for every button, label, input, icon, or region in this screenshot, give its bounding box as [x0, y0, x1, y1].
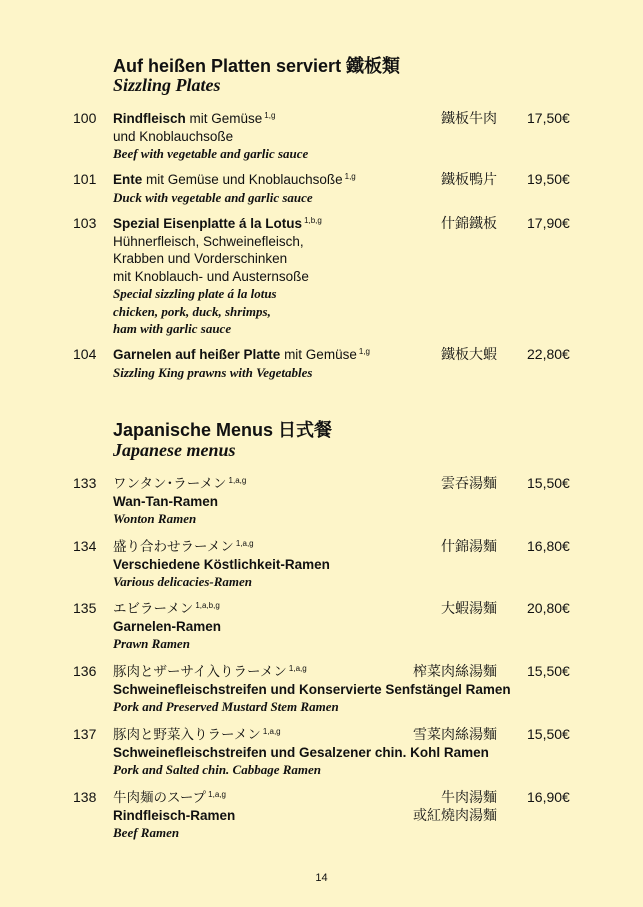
allergen-codes: 1,g [344, 171, 356, 181]
item-price: 15,50€ [527, 663, 570, 679]
item-english: ham with garlic sauce [113, 321, 232, 336]
item-description [113, 215, 443, 338]
item-japanese-name: 牛肉麺のスープ [113, 790, 207, 805]
section-subtitle-sizzling: Sizzling Plates [113, 75, 221, 95]
item-name: Schweinefleischstreifen und Konservierte Senfstängel Ramen [113, 681, 511, 697]
item-chinese: 鐵板牛肉 [441, 110, 497, 126]
item-english: Beef with vegetable and garlic sauce [113, 146, 309, 161]
item-price: 22,80€ [527, 346, 570, 362]
item-chinese: 榨菜肉絲湯麵 [413, 663, 497, 679]
item-number: 138 [73, 789, 97, 805]
item-chinese: 什錦湯麵 [441, 538, 497, 554]
item-chinese [413, 789, 497, 824]
item-description [113, 110, 443, 163]
item-number: 135 [73, 600, 97, 616]
item-number: 137 [73, 726, 97, 742]
item-price: 15,50€ [527, 726, 570, 742]
item-english: Special sizzling plate á la lotus [113, 286, 277, 301]
allergen-codes: 1,a,g [288, 663, 307, 673]
item-price: 19,50€ [527, 171, 570, 187]
item-description [113, 538, 443, 591]
item-name-rest: mit Gemüse [280, 347, 357, 362]
item-number: 104 [73, 346, 97, 362]
item-english: Beef Ramen [113, 825, 180, 840]
item-name: Schweinefleischstreifen und Gesalzener chin. Kohl Ramen [113, 744, 489, 760]
allergen-codes: 1,g [358, 346, 370, 356]
page-number: 14 [315, 872, 328, 884]
item-detail-line: und Knoblauchsoße [113, 128, 234, 144]
item-price: 17,50€ [527, 110, 570, 126]
item-name: Rindfleisch [113, 111, 186, 126]
item-name-rest: mit Gemüse und Knoblauchsoße [142, 172, 343, 187]
allergen-codes: 1,a,g [208, 789, 226, 799]
item-name: Spezial Eisenplatte á la Lotus [113, 216, 303, 231]
item-price: 17,90€ [527, 215, 570, 231]
section-title-japanese: Japanische Menus 日式餐 [113, 420, 333, 440]
item-price: 15,50€ [527, 475, 570, 491]
allergen-codes: 1,b,g [304, 215, 322, 225]
item-chinese: 雪菜肉絲湯麵 [413, 726, 497, 742]
allergen-codes: 1,a,b,g [195, 600, 220, 610]
item-description [113, 171, 443, 206]
item-chinese: 什錦鐵板 [441, 215, 497, 231]
item-japanese-name: 盛り合わせラーメン [113, 539, 234, 554]
item-english: Duck with vegetable and garlic sauce [113, 189, 313, 205]
item-english: Sizzling King prawns with Vegetables [113, 364, 313, 380]
item-number: 103 [73, 215, 97, 231]
item-chinese: 雲吞湯麵 [441, 475, 497, 491]
item-japanese-name: エビラーメン [113, 601, 194, 616]
item-japanese-name: 豚肉と野菜入りラーメン [113, 727, 261, 742]
item-description [113, 726, 573, 779]
item-number: 100 [73, 110, 97, 126]
item-detail-line: Krabben und Vorderschinken [113, 251, 288, 266]
item-chinese: 鐵板鴨片 [441, 171, 497, 187]
item-name: Wan-Tan-Ramen [113, 493, 219, 509]
allergen-codes: 1,g [264, 110, 276, 120]
item-japanese-name: ワンタン･ラーメン [113, 476, 227, 491]
item-price: 16,90€ [527, 789, 570, 805]
item-english: Prawn Ramen [113, 636, 190, 651]
allergen-codes: 1,a,g [262, 726, 281, 736]
item-number: 134 [73, 538, 97, 554]
item-description [113, 789, 443, 842]
section-title-sizzling: Auf heißen Platten serviert 鐵板類 [113, 56, 401, 76]
item-english: Various delicacies-Ramen [113, 574, 253, 589]
item-price: 16,80€ [527, 538, 570, 554]
item-chinese-line: 牛肉湯麵 [441, 789, 497, 805]
allergen-codes: 1,a,g [228, 475, 247, 485]
item-japanese-name: 豚肉とザーサイ入りラーメン [113, 664, 287, 679]
item-name: Garnelen auf heißer Platte [113, 347, 281, 362]
item-name: Garnelen-Ramen [113, 618, 222, 634]
item-english: Pork and Preserved Mustard Stem Ramen [113, 699, 339, 714]
item-description [113, 663, 573, 716]
item-name-rest: mit Gemüse [185, 111, 263, 126]
item-description [113, 346, 443, 381]
item-chinese: 鐵板大蝦 [441, 346, 497, 362]
item-english: Wonton Ramen [113, 511, 197, 526]
item-detail-line: Hühnerfleisch, Schweinefleisch, [113, 233, 304, 249]
item-english: Pork and Salted chin. Cabbage Ramen [113, 762, 322, 777]
section-subtitle-japanese: Japanese menus [113, 440, 236, 460]
allergen-codes: 1,a,g [235, 538, 254, 548]
item-name: Verschiedene Köstlichkeit-Ramen [113, 556, 330, 572]
item-number: 101 [73, 171, 97, 187]
item-number: 133 [73, 475, 97, 491]
item-number: 136 [73, 663, 97, 679]
item-detail-line: mit Knoblauch- und Austernsoße [113, 268, 309, 284]
item-name: Rindfleisch-Ramen [113, 807, 236, 823]
item-chinese-alt: 或紅燒肉湯麵 [413, 806, 497, 823]
item-chinese: 大蝦湯麵 [441, 600, 497, 616]
item-description [113, 475, 443, 528]
item-description [113, 600, 443, 653]
item-name: Ente [113, 172, 143, 187]
item-price: 20,80€ [527, 600, 570, 616]
item-english: chicken, pork, duck, shrimps, [113, 303, 271, 319]
